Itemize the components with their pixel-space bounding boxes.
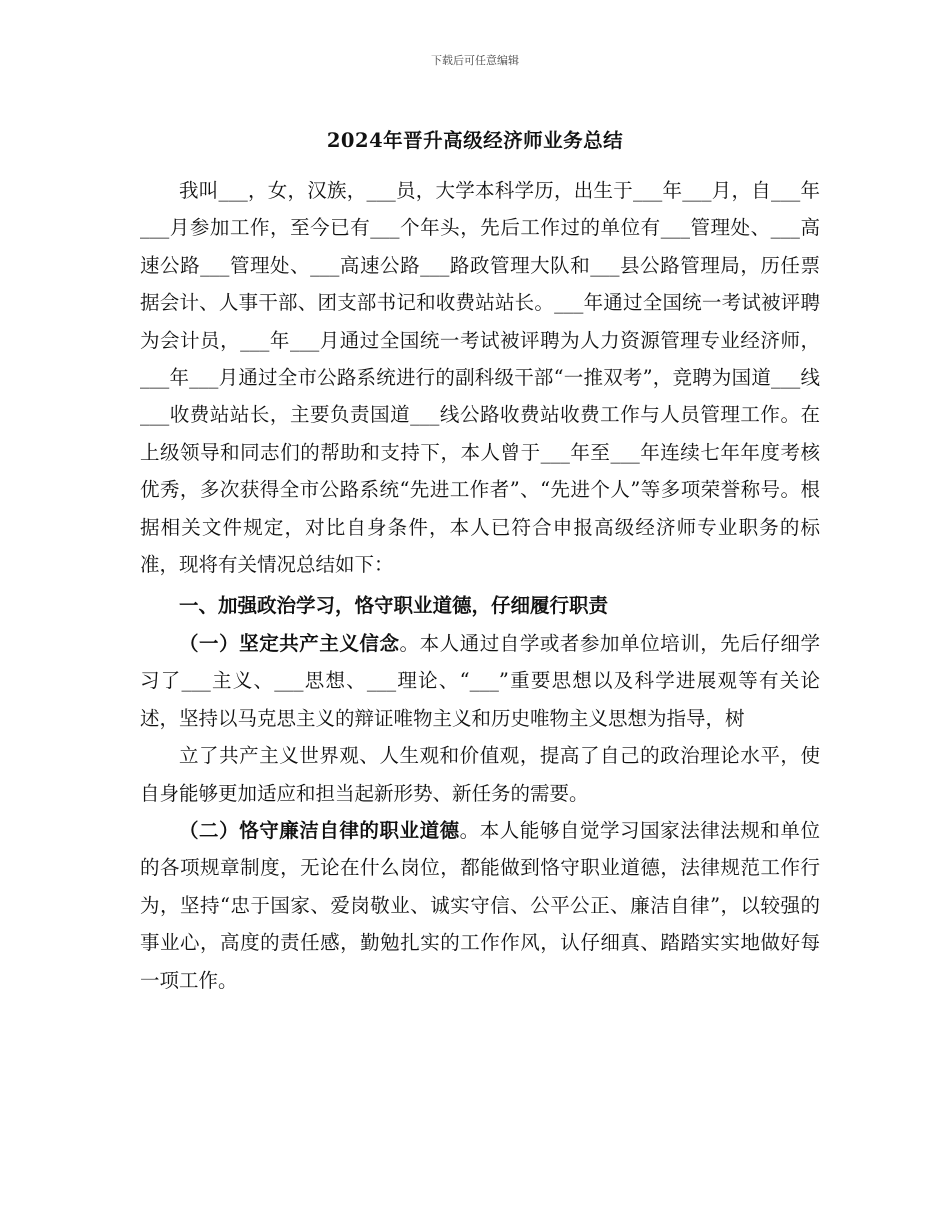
page-header-note: 下载后可任意编辑 bbox=[431, 54, 519, 67]
subsection-1-continuation: 立了共产主义世界观、人生观和价值观，提高了自己的政治理论水平，使自身能够更加适应和担当起新形势、新任务的需要。 bbox=[140, 744, 820, 805]
subsection-2-text: 。本人能够自觉学习国家法律法规和单位的各项规章制度，无论在什么岗位，都能做到恪守职业道德，法律规范工作行为，坚持“忠于国家、爱岗敬业、诚实守信、公平公正、廉洁自律”，以较强的事业心，高度的责任感，勤勉扎实的工作作风，认仔细真、踏踏实实地做好每一项工作。 bbox=[140, 818, 820, 992]
subsection-1-text: 。本人通过自学或者参加单位培训，先后仔细学习了___主义、___思想、___理论、“___”重要思想以及科学进展观等有关论述，坚持以马克思主义的辩证唯物主义和历史唯物主义思想为指导，树 bbox=[140, 631, 820, 730]
document-body bbox=[140, 172, 820, 999]
subsection-2-title: （二）恪守廉洁自律的职业道德 bbox=[179, 818, 460, 842]
section-heading-1: 一、加强政治学习，恪守职业道德，仔细履行职责 bbox=[179, 594, 609, 618]
intro-paragraph: 我叫___，女，汉族，___员，大学本科学历，出生于___年___月，自___年___月参加工作，至今已有___个年头，先后工作过的单位有___管理处、___高速公路___管理处、___高速公路___路政管理大队和___县公路管理局，历任票据会计、人事干部、团支部书记和收费站站长。___年通过全国统一考试被评聘为会计员，___年___月通过全国统一考试被评聘为人力资源管理专业经济师，___年___月通过全市公路系统进行的副科级干部“一推双考”，竞聘为国道___线___收费站站长，主要负责国道___线公路收费站收费工作与人员管理工作。在上级领导和同志们的帮助和支持下，本人曾于___年至___年连续七年年度考核优秀，多次获得全市公路系统“先进工作者”、“先进个人”等多项荣誉称号。根据相关文件规定，对比自身条件，本人已符合申报高级经济师专业职务的标准，现将有关情况总结如下： bbox=[140, 179, 820, 577]
subsection-1-title: （一）坚定共产主义信念 bbox=[179, 631, 400, 655]
subsection-2-paragraph bbox=[140, 812, 820, 999]
document-title: 2024年晋升高级经济师业务总结 bbox=[326, 129, 624, 152]
subsection-1-paragraph bbox=[140, 625, 820, 737]
